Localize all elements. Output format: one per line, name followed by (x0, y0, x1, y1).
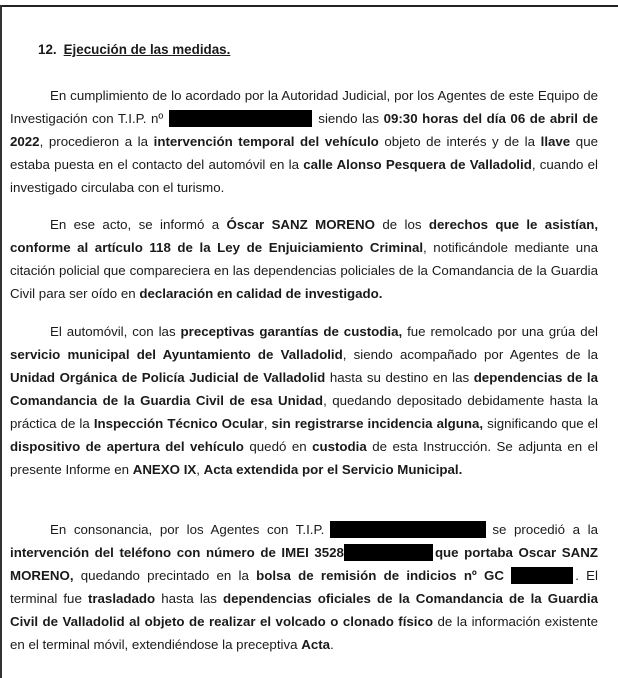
bold-span: bolsa de remisión de indicios nº GC (256, 568, 504, 583)
left-border-line (0, 5, 2, 678)
redaction-block (511, 567, 573, 584)
text-span: . El terminal fue (10, 568, 598, 606)
section-heading (38, 42, 230, 57)
top-border-line (0, 5, 618, 7)
bold-span: Acta extendida por el Servicio Municipal. (203, 462, 463, 477)
text-span: de esta Instrucción. Se adjunta en el presente Informe en (10, 439, 598, 477)
bold-span: dependencias de la Comandancia de la Guardia Civil de esa Unidad (10, 370, 599, 408)
section-title: Ejecución de las medidas. (63, 42, 231, 57)
text-span: se procedió a la (492, 522, 598, 537)
paragraph-vehicle-custody (10, 320, 598, 481)
text-span: , notificándole mediante una citación policial que compareciera en las dependencias policiales de la Comandancia de la Guardia Civil para ser oído en (10, 240, 598, 301)
bold-span: trasladado (87, 591, 156, 606)
bold-span: ANEXO IX (132, 462, 197, 477)
text-span: fue remolcado por una grúa del (407, 324, 598, 339)
bold-span: intervención temporal del vehículo (153, 134, 379, 149)
text-span: El automóvil, con las (50, 324, 176, 339)
text-span: hasta las (161, 591, 217, 606)
paragraph-rights-notification (10, 213, 598, 305)
text-span: En cumplimiento de lo acordado por la Autoridad Judicial, por los Agentes de este Equipo de Investigación con T.I.P. nº (10, 88, 598, 126)
bold-span: Acta (301, 637, 331, 652)
bold-span: intervención del teléfono con número de IMEI 3528 (10, 545, 344, 560)
section-number: 12. (38, 42, 57, 57)
bold-span: Óscar SANZ MORENO (226, 217, 375, 232)
redaction-block (169, 110, 312, 127)
bold-span: preceptivas garantías de custodia, (180, 324, 403, 339)
text-span: En consonancia, por los Agentes con T.I.P. (50, 522, 325, 537)
redaction-block (330, 521, 486, 538)
text-span: significando que el (487, 416, 599, 431)
bold-span: sin registrarse incidencia alguna, (271, 416, 484, 431)
bold-span: custodia (312, 439, 367, 454)
text-span: , (263, 416, 268, 431)
bold-span: servicio municipal del Ayuntamiento de Valladolid (10, 347, 343, 362)
redaction-block (344, 544, 433, 561)
bold-span: llave (540, 134, 571, 149)
bold-span: 09:30 horas del día 06 de abril de 2022 (10, 111, 598, 149)
text-span: siendo las (318, 111, 380, 126)
paragraph-phone-intervention (10, 518, 598, 656)
text-span: quedando precintado en la (80, 568, 249, 583)
text-span: hasta su destino en las (329, 370, 470, 385)
text-span: , cuando el investigado circulaba con el turismo. (10, 157, 598, 195)
text-span: , procedieron a la (39, 134, 149, 149)
bold-span: que portaba Oscar SANZ MORENO, (10, 545, 598, 583)
text-span: , quedando depositado debidamente hasta la práctica de la (10, 393, 599, 431)
text-span: . (330, 637, 334, 652)
bold-span: Inspección Técnico Ocular (93, 416, 264, 431)
text-span: de la información existente en el terminal móvil, extendiéndose la preceptiva (10, 614, 598, 652)
text-span: quedó en (249, 439, 307, 454)
bold-span: Unidad Orgánica de Policía Judicial de Valladolid (10, 370, 326, 385)
text-span: , (196, 462, 200, 477)
bold-span: declaración en calidad de investigado. (139, 286, 383, 301)
text-span: , siendo acompañado por Agentes de la (342, 347, 598, 362)
bold-span: calle Alonso Pesquera de Valladolid (303, 157, 532, 172)
text-span: objeto de interés y de la (384, 134, 536, 149)
bold-span: dispositivo de apertura del vehículo (10, 439, 244, 454)
paragraph-vehicle-intervention (10, 84, 598, 199)
text-span: de los (382, 217, 422, 232)
text-span: que estaba puesta en el contacto del automóvil en la (10, 134, 598, 172)
text-span: En ese acto, se informó a (50, 217, 220, 232)
bold-span: dependencias oficiales de la Comandancia de la Guardia Civil de Valladolid al objeto de realizar el volcado o clonado físico (10, 591, 598, 629)
bold-span: derechos que le asistían, conforme al artículo 118 de la Ley de Enjuiciamiento Criminal (10, 217, 599, 255)
